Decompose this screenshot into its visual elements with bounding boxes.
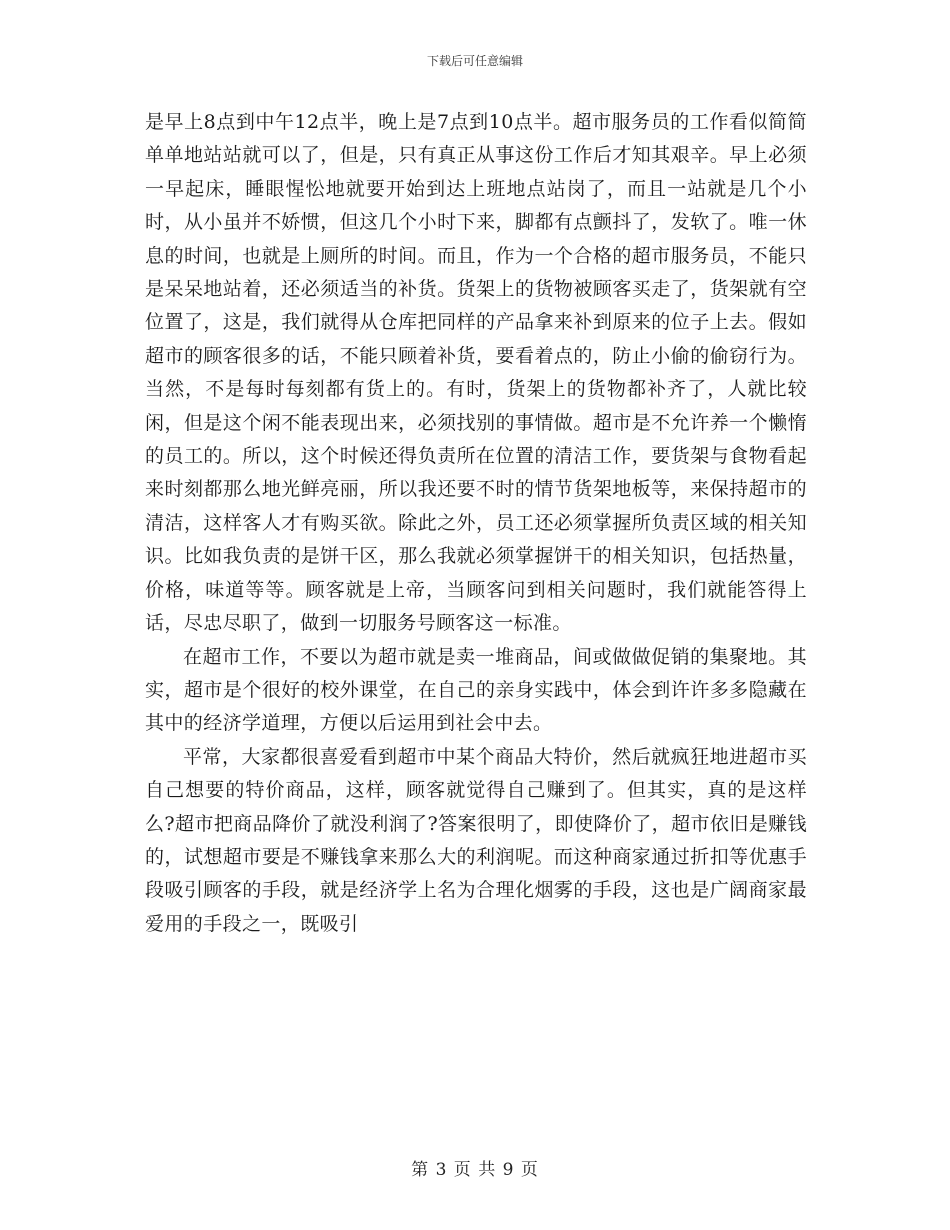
- document-body: [145, 106, 807, 941]
- paragraph-1: 是早上8点到中午12点半，晚上是7点到10点半。超市服务员的工作看似简简单单地站站就可以了，但是，只有真正从事这份工作后才知其艰辛。早上必须一早起床，睡眼惺忪地就要开始到达上班地点站岗了，而且一站就是几个小时，从小虽并不娇惯，但这几个小时下来，脚都有点颤抖了，发软了。唯一休息的时间，也就是上厕所的时间。而且，作为一个合格的超市服务员，不能只是呆呆地站着，还必须适当的补货。货架上的货物被顾客买走了，货架就有空位置了，这是，我们就得从仓库把同样的产品拿来补到原来的位子上去。假如超市的顾客很多的话，不能只顾着补货，要看着点的，防止小偷的偷窃行为。当然，不是每时每刻都有货上的。有时，货架上的货物都补齐了，人就比较闲，但是这个闲不能表现出来，必须找别的事情做。超市是不允许养一个懒惰的员工的。所以，这个时候还得负责所在位置的清洁工作，要货架与食物看起来时刻都那么地光鲜亮丽，所以我还要不时的情节货架地板等，来保持超市的清洁，这样客人才有购买欲。除此之外，员工还必须掌握所负责区域的相关知识。比如我负责的是饼干区，那么我就必须掌握饼干的相关知识，包括热量，价格，味道等等。顾客就是上帝，当顾客问到相关问题时，我们就能答得上话，尽忠尽职了，做到一切服务号顾客这一标准。: [145, 111, 807, 635]
- page-number-footer: 第 3 页 共 9 页: [411, 1160, 539, 1180]
- paragraph-3: 平常，大家都很喜爱看到超市中某个商品大特价，然后就疯狂地进超市买自己想要的特价商品，这样，顾客就觉得自己赚到了。但其实，真的是这样么?超市把商品降价了就没利润了?答案很明了，即使降价了，超市依旧是赚钱的，试想超市要是不赚钱拿来那么大的利润呢。而这种商家通过折扣等优惠手段吸引顾客的手段，就是经济学上名为合理化烟雾的手段，这也是广阔商家最爱用的手段之一，既吸引: [145, 745, 807, 935]
- page-header: 下载后可任意编辑: [426, 54, 523, 68]
- paragraph-2: 在超市工作，不要以为超市就是卖一堆商品，间或做做促销的集聚地。其实，超市是个很好的校外课堂，在自己的亲身实践中，体会到许许多多隐藏在其中的经济学道理，方便以后运用到社会中去。: [145, 645, 807, 735]
